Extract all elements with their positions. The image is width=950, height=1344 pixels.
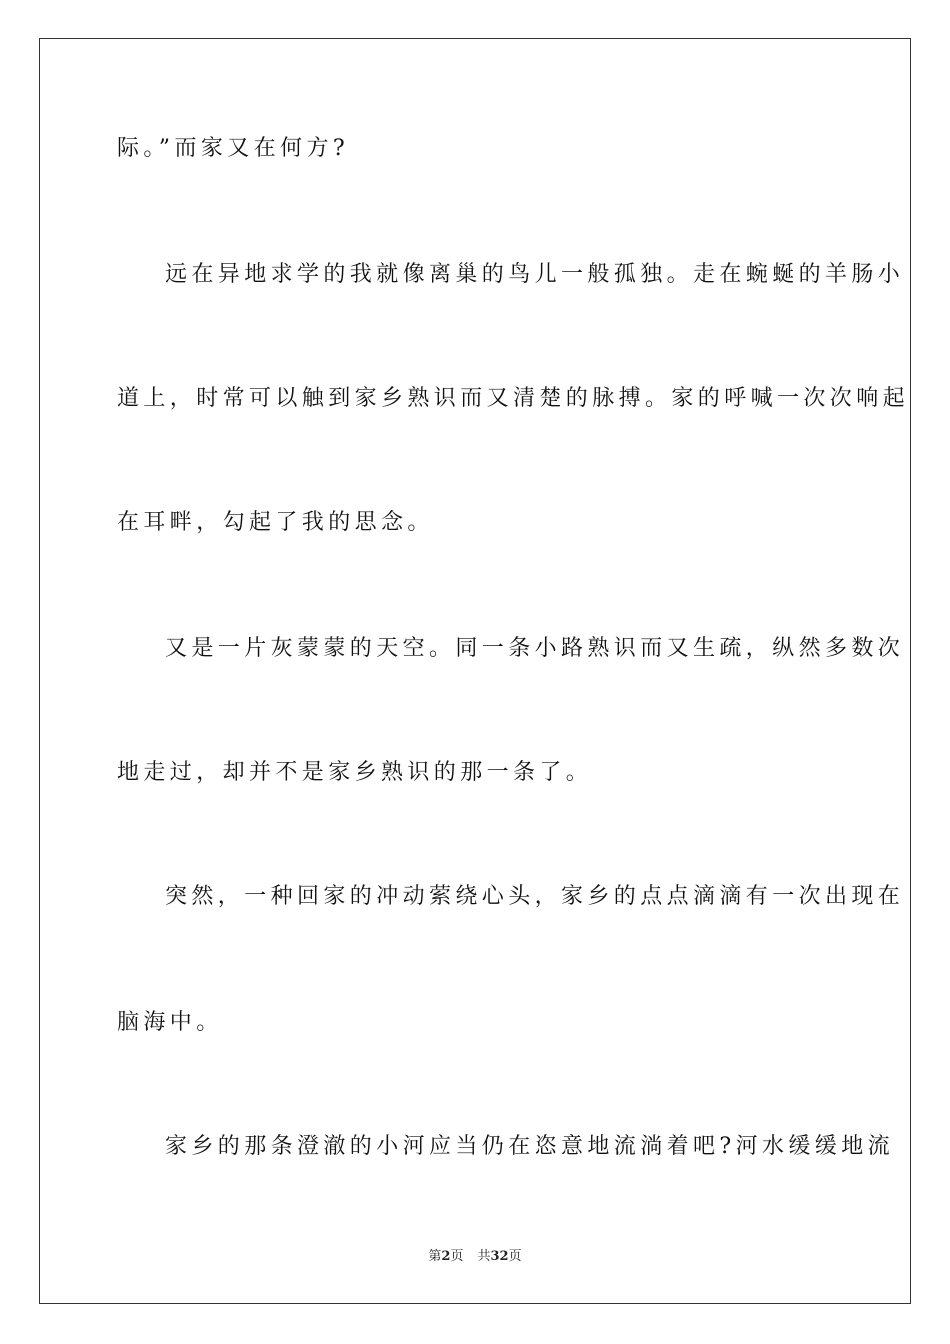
text-line-4: 在耳畔，勾起了我的思念。 [117, 510, 434, 535]
page-border [39, 38, 911, 1304]
page-suffix: 页 [450, 1249, 464, 1264]
total-suffix: 页 [508, 1249, 522, 1264]
text-line-3: 道上，时常可以触到家乡熟识而又清楚的脉搏。家的呼喊一次次响起 [117, 386, 910, 411]
text-line-7: 突然，一种回家的冲动萦绕心头，家乡的点点滴滴有一次出现在 [165, 884, 905, 909]
text-line-9: 家乡的那条澄澈的小河应当仍在恣意地流淌着吧?河水缓缓地流 [165, 1134, 894, 1159]
total-pages: 32 [490, 1249, 509, 1264]
page-footer [0, 1248, 950, 1266]
text-line-2: 远在异地求学的我就像离巢的鸟儿一般孤独。走在蜿蜒的羊肠小 [165, 262, 905, 287]
text-line-6: 地走过，却并不是家乡熟识的那一条了。 [117, 760, 593, 785]
total-prefix: 共 [477, 1249, 491, 1264]
text-line-5: 又是一片灰蒙蒙的天空。同一条小路熟识而又生疏，纵然多数次 [165, 636, 905, 661]
page-prefix: 第 [428, 1249, 442, 1264]
page-number: 2 [441, 1249, 451, 1264]
text-line-8: 脑海中。 [117, 1010, 223, 1035]
text-line-1: 际。”而家又在何方? [117, 136, 350, 161]
